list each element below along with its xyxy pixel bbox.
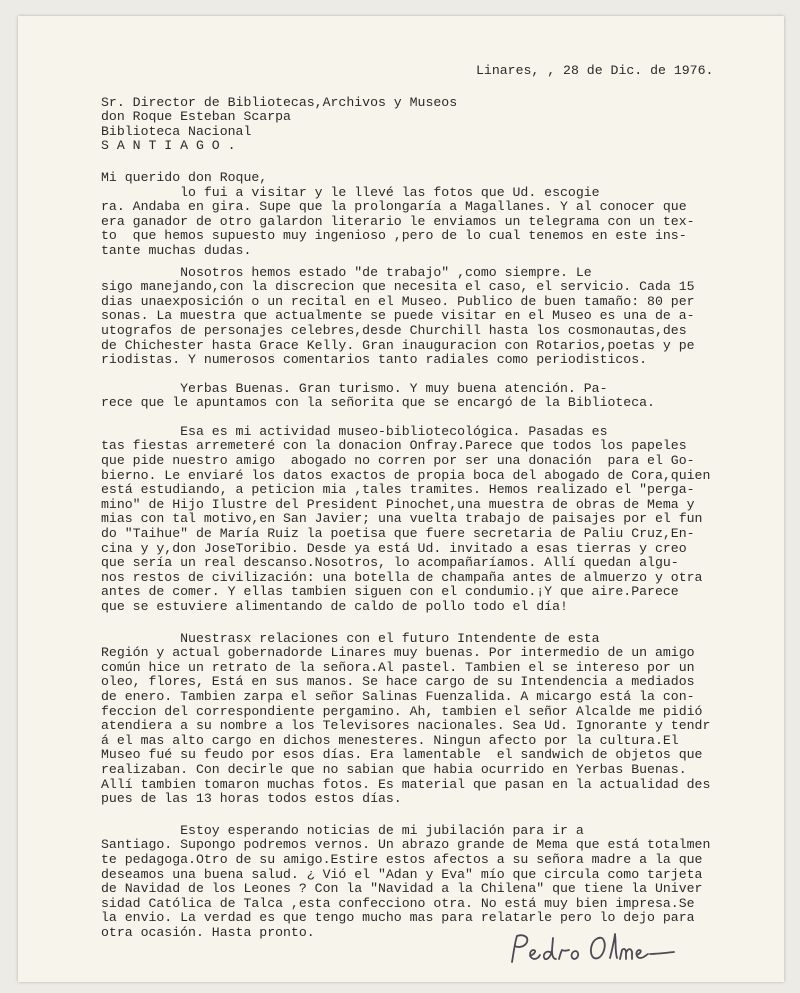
spacer <box>101 368 771 382</box>
text-line: la envio. La verdad es que tengo mucho mas para relatarle pero lo dejo para <box>101 910 695 926</box>
text-line: riodistas. Y numerosos comentarios tanto radiales como periodisticos. <box>101 352 648 368</box>
letter-date: Linares, , 28 de Dic. de 1976. <box>476 63 714 78</box>
paragraph <box>101 382 771 411</box>
text-line: está estudiando, a peticion mia ,tales tramites. Hemos realizado el "perga- <box>101 482 695 498</box>
text-line: bierno. Le enviaré los datos exactos de propia boca del abogado de Cora,quien <box>101 467 711 483</box>
text-line: Nuestrasx relaciones con el futuro Intendente de esta <box>101 630 600 646</box>
text-line: deseamos una buena salud. ¿ Vió el "Adan y Eva" mío que circula como tarjeta <box>101 866 703 882</box>
text-line: realizaban. Con decirle que no sabian que habia ocurrido en Yerbas Buenas. <box>101 761 687 777</box>
text-line: tas fiestas arremeteré con la donacion Onfray.Parece que todos los papeles <box>101 438 687 454</box>
recipient-address <box>101 96 771 154</box>
text-line: Yerbas Buenas. Gran turismo. Y muy buena atención. Pa- <box>101 380 608 396</box>
text-line: sonas. La muestra que actualmente se puede visitar en el Museo es una de a- <box>101 308 695 324</box>
text-line: común hice un retrato de la señora.Al pastel. Tambien el se intereso por un <box>101 659 695 675</box>
spacer <box>101 615 771 632</box>
salutation: Mi querido don Roque, <box>101 169 268 185</box>
text-line: de Navidad de los Leones ? Con la "Navidad a la Chilena" que tiene la Univer <box>101 881 703 897</box>
text-line: atendiera a su nombre a los Televisores nacionales. Sea Ud. Ignorante y tendr <box>101 718 711 734</box>
text-line: sigo manejando,con la discrecion que necesita el caso, el servicio. Cada 15 <box>101 279 695 295</box>
text-line: te pedagoga.Otro de su amigo.Estire estos afectos a su señora madre a la que <box>101 851 703 867</box>
letter-page <box>18 16 784 982</box>
text-line: Esa es mi actividad museo-bibliotecológica. Pasadas es <box>101 423 608 439</box>
text-line: ra. Andaba en gira. Supe que la prolongaría a Magallanes. Y al conocer que <box>101 199 687 215</box>
text-line: mino" de Hijo Ilustre del President Pinochet,una muestra de obras de Mema y <box>101 496 695 512</box>
letter-body <box>101 64 771 940</box>
paragraph <box>101 824 771 941</box>
text-line: nos restos de civilización: una botella de champaña antes de almuerzo y otra <box>101 569 703 585</box>
text-line: do "Taihue" de María Ruiz la poetisa que fuere secretaria de Paliu Cruz,En- <box>101 526 695 542</box>
text-line: rece que le apuntamos con la señorita que se encargó de la Biblioteca. <box>101 395 655 411</box>
text-line: que pide nuestro amigo abogado no corren por ser una donación para el Go- <box>101 453 695 469</box>
text-line: oleo, flores, Está en sus manos. Se hace cargo de su Intendencia a mediados <box>101 674 695 690</box>
paragraph <box>101 425 771 615</box>
text-line: tante muchas dudas. <box>101 242 252 258</box>
text-line: Nosotros hemos estado "de trabajo" ,como siempre. Le <box>101 264 592 280</box>
text-line: to que hemos supuesto muy ingenioso ,pero de lo cual tenemos en este ins- <box>101 228 687 244</box>
text-line: sidad Católica de Talca ,esta confecciono otra. No está muy bien impresa.Se <box>101 895 695 911</box>
text-line: que sería un real descanso.Nosotros, lo acompañaríamos. Allí quedan algu- <box>101 555 679 571</box>
text-line: Región y actual gobernadorde Linares muy buenas. Por intermedio de un amigo <box>101 645 695 661</box>
text-line: cina y y,don JoseToribio. Desde ya está Ud. invitado a esas tierras y creo <box>101 540 687 556</box>
text-line: pues de las 13 horas todos estos días. <box>101 791 402 807</box>
spacer <box>101 79 771 96</box>
text-line: utografos de personajes celebres,desde Churchill hasta los cosmonautas,des <box>101 322 687 338</box>
paragraph <box>101 266 771 368</box>
text-line: Allí tambien tomaron muchas fotos. Es material que pasan en la actualidad des <box>101 776 711 792</box>
text-line: dias unaexposición o un recital en el Museo. Publico de buen tamaño: 80 per <box>101 293 695 309</box>
handwritten-signature <box>506 928 706 968</box>
text-line: á el mas alto cargo en dichos menesteres. Ningun afecto por la cultura.El <box>101 732 679 748</box>
address-line: S A N T I A G O . <box>101 138 236 154</box>
text-line: mias con tal motivo,en San Javier; una vuelta trabajo de paisajes por el fun <box>101 511 703 527</box>
address-line: don Roque Esteban Scarpa <box>101 109 291 125</box>
text-line: Museo fué su feudo por esos días. Era lamentable el sandwich de objetos que <box>101 747 703 763</box>
address-line: Biblioteca Nacional <box>101 123 252 139</box>
paragraph <box>101 186 771 259</box>
spacer <box>101 411 771 425</box>
spacer <box>101 154 771 171</box>
text-line: feccion del correspondiente pergamino. Ah, tambien el señor Alcalde me pidió <box>101 703 703 719</box>
text-line: antes de comer. Y ellas tambien siguen con el condumio.¡Y que aire.Parece <box>101 584 679 600</box>
text-line: era ganador de otro galardon literario le enviamos un telegrama con un tex- <box>101 213 695 229</box>
text-line: Santiago. Supongo podremos vernos. Un abrazo grande de Mema que está totalmen <box>101 837 711 853</box>
text-line: lo fui a visitar y le llevé las fotos que Ud. escogie <box>101 184 600 200</box>
paragraph <box>101 632 771 807</box>
text-line: Estoy esperando noticias de mi jubilación para ir a <box>101 822 584 838</box>
spacer <box>101 807 771 824</box>
text-line: que se estuviere alimentando de caldo de pollo todo el día! <box>101 599 568 614</box>
text-line: de enero. Tambien zarpa el señor Salinas Fuenzalida. A micargo está la con- <box>101 688 695 704</box>
address-line: Sr. Director de Bibliotecas,Archivos y Museos <box>101 94 458 110</box>
text-line: otra ocasión. Hasta pronto. <box>101 924 315 940</box>
text-line: de Chichester hasta Grace Kelly. Gran inauguracion con Rotarios,poetas y pe <box>101 337 695 353</box>
